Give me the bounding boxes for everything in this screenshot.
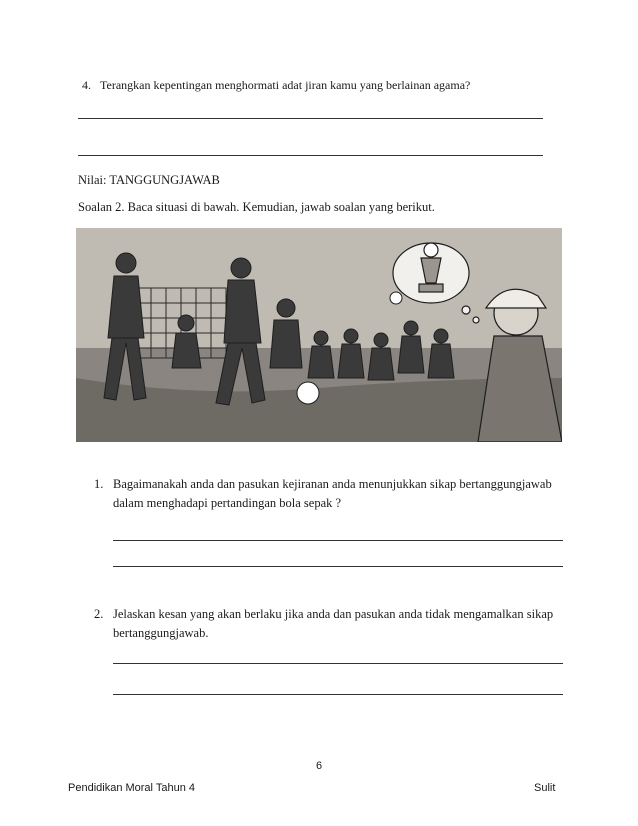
question-2-number: 2. (94, 607, 104, 621)
page-number: 6 (315, 760, 323, 772)
answer-line[interactable] (78, 118, 543, 119)
section-instruction: Soalan 2. Baca situasi di bawah. Kemudian, jawab soalan yang berikut. (78, 200, 435, 214)
answer-line[interactable] (113, 694, 563, 695)
football-scene-illustration (76, 228, 562, 442)
answer-line[interactable] (78, 155, 543, 156)
question-2 (94, 605, 574, 643)
question-4-text: Terangkan kepentingan menghormati adat jiran kamu yang berlainan agama? (100, 78, 471, 92)
question-1-text: Bagaimanakah anda dan pasukan kejiranan anda menunjukkan sikap bertanggungjawab dalam menghadapi pertandingan bola sepak ? (113, 477, 552, 510)
footer-classification: Sulit (534, 782, 556, 794)
answer-line[interactable] (113, 540, 563, 541)
footer-subject: Pendidikan Moral Tahun 4 (68, 782, 195, 794)
question-1 (94, 475, 574, 513)
answer-line[interactable] (113, 566, 563, 567)
answer-line[interactable] (113, 663, 563, 664)
value-label: Nilai: TANGGUNGJAWAB (78, 173, 220, 187)
question-4 (82, 78, 470, 93)
question-4-number: 4. (82, 78, 91, 92)
question-2-text: Jelaskan kesan yang akan berlaku jika anda dan pasukan anda tidak mengamalkan sikap bertanggungjawab. (113, 607, 554, 640)
question-1-number: 1. (94, 477, 104, 491)
